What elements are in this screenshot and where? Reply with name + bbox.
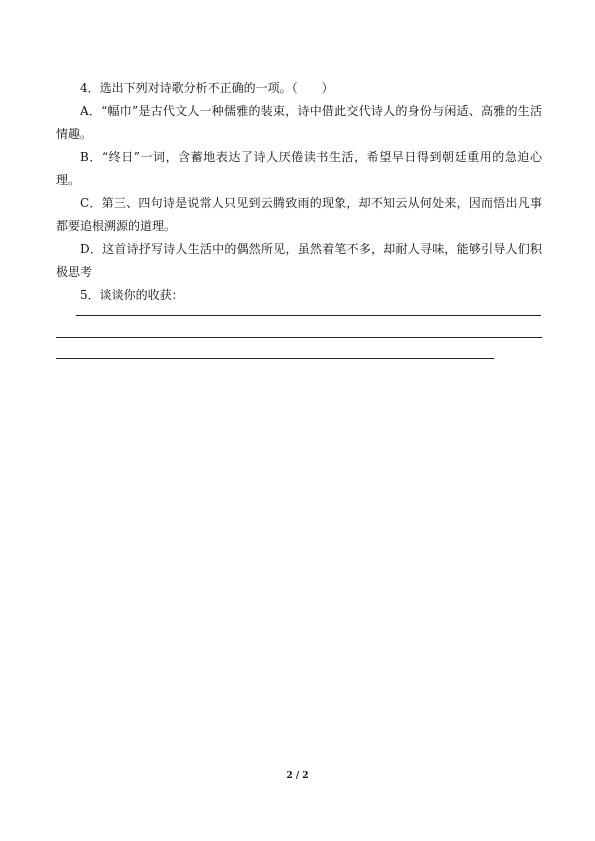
question-4-stem: 4．选出下列对诗歌分析不正确的一项。（ ） xyxy=(80,81,334,95)
answer-line xyxy=(56,337,542,338)
question-4-option-d: D．这首诗抒写诗人生活中的偶然所见，虽然着笔不多，却耐人寻味，能够引导人们积极思考 xyxy=(56,242,542,279)
question-4-option-b: B．“终日”一词，含蓄地表达了诗人厌倦读书生活，希望早日得到朝廷重用的急迫心理。 xyxy=(56,150,542,187)
question-4-option-a: A．“幅巾”是古代文人一种儒雅的装束，诗中借此交代诗人的身份与闲适、高雅的生活情趣。 xyxy=(56,104,542,141)
answer-line xyxy=(76,315,541,316)
answer-line xyxy=(56,358,494,359)
question-block xyxy=(56,77,542,307)
page-number: 2 / 2 xyxy=(286,771,309,781)
question-4-option-c: C．第三、四句诗是说常人只见到云腾致雨的现象，却不知云从何处来，因而悟出凡事都要追根溯源的道理。 xyxy=(56,196,542,233)
question-5-stem: 5．谈谈你的收获： xyxy=(80,288,184,302)
